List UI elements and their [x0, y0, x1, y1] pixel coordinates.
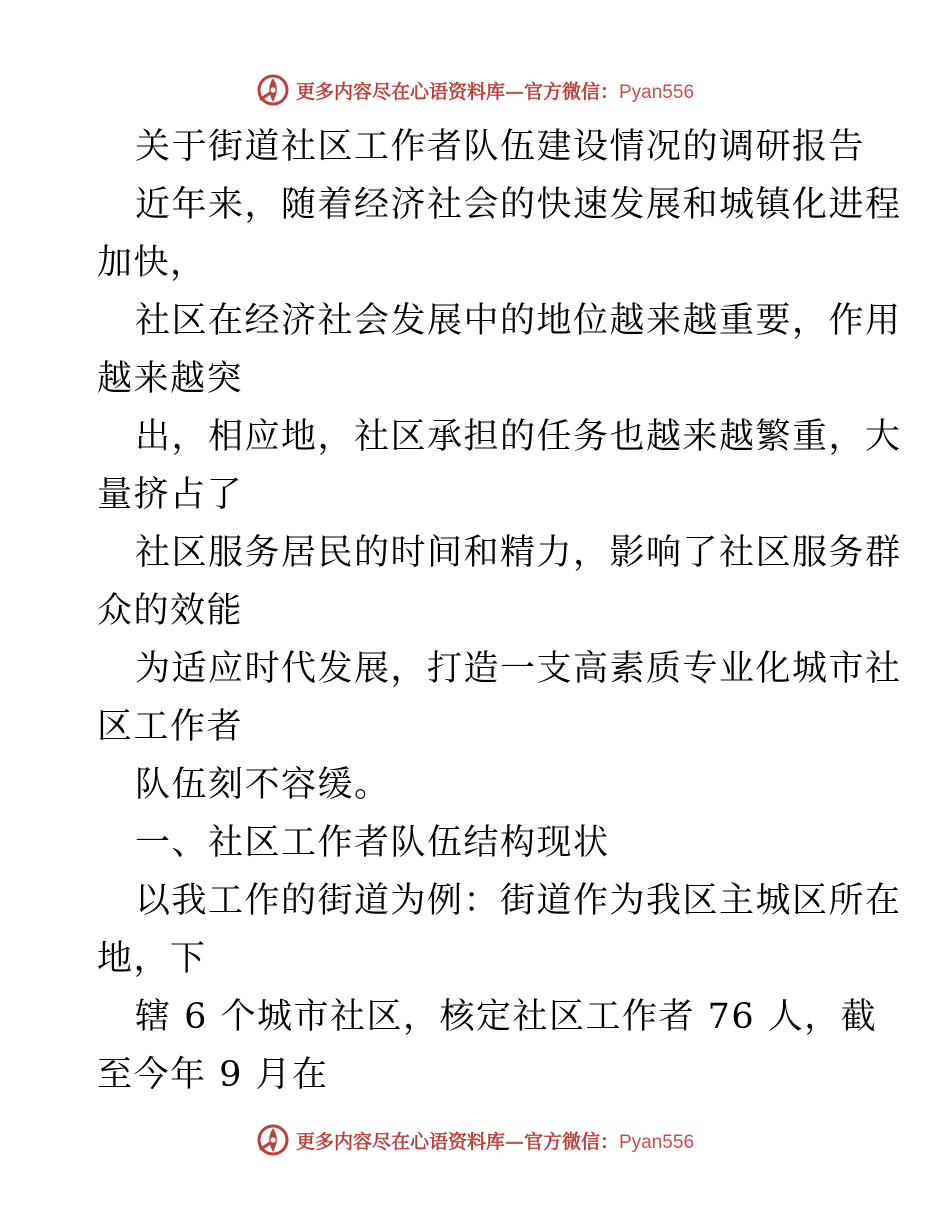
header-banner-wechat-label: 官方微信：: [523, 80, 619, 103]
paragraph-line: 为适应时代发展，打造一支高素质专业化城市社: [135, 649, 902, 689]
document-title: 关于街道社区工作者队伍建设情况的调研报告: [135, 127, 866, 167]
document-body: [97, 118, 902, 1104]
paragraph-line: 量挤占了: [97, 475, 244, 515]
footer-banner-text: [296, 1127, 694, 1154]
paragraph-line: 近年来，随着经济社会的快速发展和城镇化进程: [135, 185, 902, 225]
paragraph-line: 众的效能: [97, 591, 244, 631]
pen-nib-logo-icon: [256, 1123, 290, 1157]
paragraph-line: 出，相应地，社区承担的任务也越来越繁重，大: [135, 417, 902, 457]
header-banner: [0, 70, 950, 110]
section-heading: 一、社区工作者队伍结构现状: [135, 823, 610, 863]
paragraph-line: 区工作者: [97, 707, 244, 747]
paragraph-line: 越来越突: [97, 359, 244, 399]
footer-banner: [0, 1120, 950, 1160]
header-banner-slogan: 更多内容尽在心语资料库: [295, 80, 505, 103]
paragraph-line: 加快，: [97, 243, 207, 283]
paragraph-line: 社区在经济社会发展中的地位越来越重要，作用: [135, 301, 902, 341]
paragraph-line: 地，下: [97, 939, 207, 979]
footer-banner-slogan: 更多内容尽在心语资料库: [295, 1130, 505, 1153]
header-banner-text: [296, 77, 694, 104]
paragraph-line: 至今年 9 月在: [97, 1055, 329, 1095]
paragraph-line: 队伍刻不容缓。: [135, 765, 391, 805]
footer-banner-wechat-label: 官方微信：: [523, 1130, 619, 1153]
paragraph-line: 社区服务居民的时间和精力，影响了社区服务群: [135, 533, 902, 573]
header-banner-dash: —: [504, 80, 524, 103]
paragraph-line: 以我工作的街道为例：街道作为我区主城区所在: [135, 881, 902, 921]
paragraph-line: 辖 6 个城市社区，核定社区工作者 76 人，截: [135, 997, 878, 1037]
footer-banner-handle: Pyan556: [619, 1131, 695, 1153]
header-banner-handle: Pyan556: [619, 81, 695, 103]
footer-banner-dash: —: [504, 1130, 524, 1153]
pen-nib-logo-icon: [256, 73, 290, 107]
